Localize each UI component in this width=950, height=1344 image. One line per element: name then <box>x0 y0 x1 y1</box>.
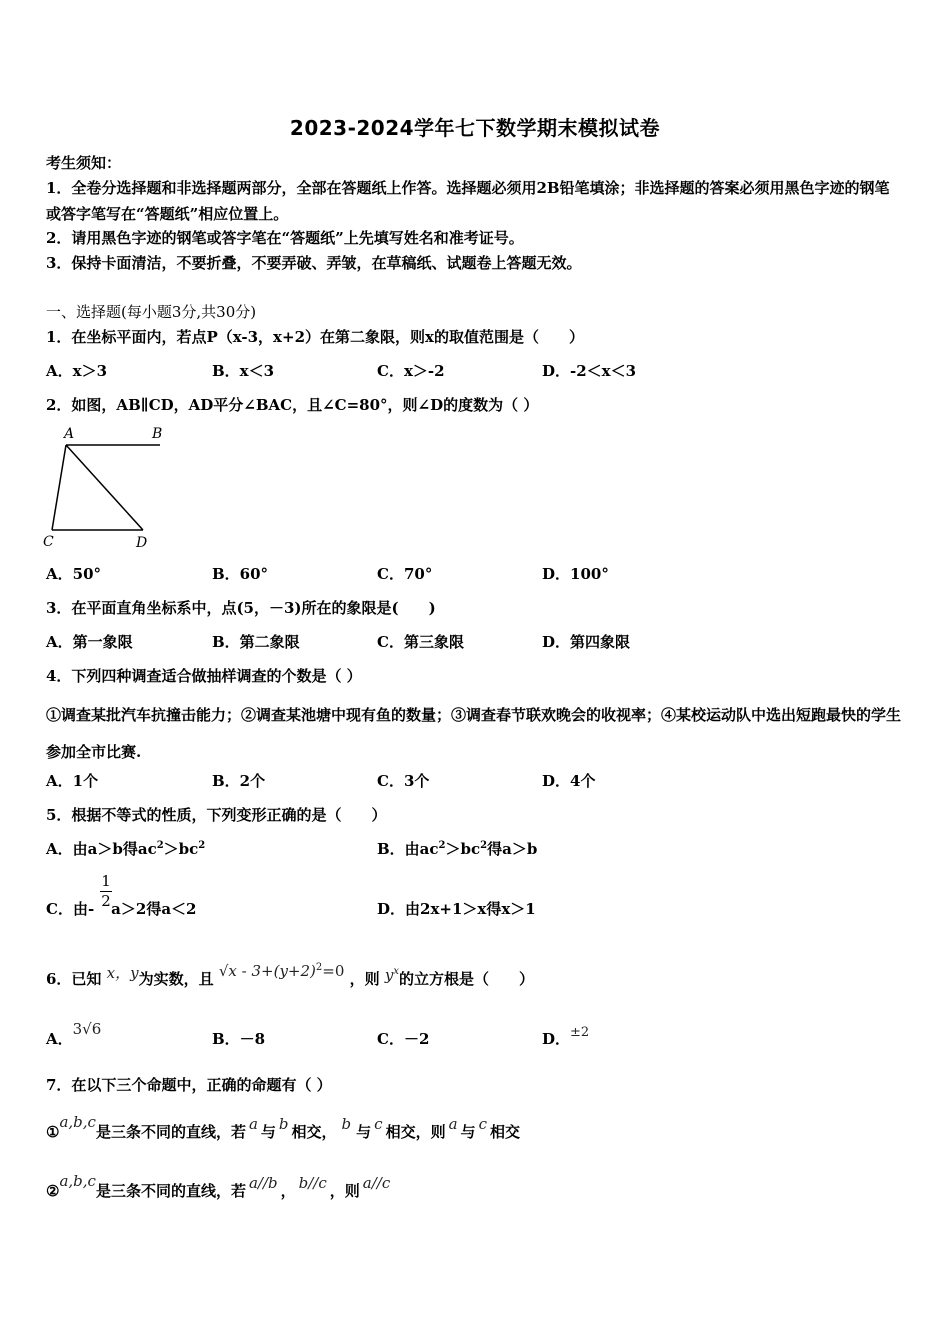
question-3-stem: 3．在平面直角坐标系中，点(5，－3)所在的象限是( ) <box>46 599 436 617</box>
q7-proposition-1 <box>46 1113 520 1142</box>
q1-option-a: A．x＞3 <box>46 362 108 380</box>
q6-option-c: C．－2 <box>377 1030 430 1048</box>
label-c: C <box>43 534 54 550</box>
section-heading: 一、选择题(每小题3分,共30分) <box>46 303 257 321</box>
q7-p1-text-e: 相交，则 <box>385 1123 446 1141</box>
q6-vars: x，y <box>106 964 139 982</box>
q7-proposition-2 <box>46 1172 393 1201</box>
q7-p1-text-c: 相交， <box>291 1123 337 1141</box>
q4-option-a: A．1个 <box>46 772 99 790</box>
q1-option-b: B．x＜3 <box>212 362 275 380</box>
q6-d-label: D． <box>542 1030 571 1048</box>
q6-power-exp: x <box>393 966 399 977</box>
q6-option-b: B．－8 <box>212 1030 266 1048</box>
q7-p1-text-d: 与 <box>356 1123 372 1141</box>
q7-p1-text-a: 是三条不同的直线，若 <box>95 1123 246 1141</box>
q6-stem-mid: 为实数，且 <box>138 970 214 988</box>
q4-option-c: C．3个 <box>377 772 430 790</box>
q6-stem-post: 的立方根是（ ） <box>399 970 535 988</box>
q5-b-exp1: 2 <box>438 840 446 851</box>
q7-p1-text-g: 相交 <box>489 1123 520 1141</box>
q2-figure <box>40 425 180 555</box>
q5-option-b <box>377 838 537 859</box>
notice-heading: 考生须知： <box>46 154 122 172</box>
q7-p2-separator: ， <box>280 1182 296 1200</box>
q4-option-d: D．4个 <box>542 772 596 790</box>
q6-option-d <box>542 1025 590 1049</box>
q6-eq-sqrt: √x - 3 <box>218 962 262 980</box>
q5-option-c <box>46 898 197 919</box>
q5-c-part2: a＞2得a＜2 <box>111 900 197 918</box>
question-7-stem: 7．在以下三个命题中，正确的命题有（ ） <box>46 1076 332 1094</box>
q5-b-part3: 得a＞b <box>487 840 538 858</box>
label-b: B <box>152 426 163 442</box>
label-d: D <box>136 535 148 551</box>
q7-p1-number: ① <box>46 1123 60 1141</box>
q7-p2-text-b: ，则 <box>329 1182 360 1200</box>
segment-ac <box>52 445 66 530</box>
q2-option-c: C．70° <box>377 565 433 583</box>
q7-p2-text-a: 是三条不同的直线，若 <box>95 1182 246 1200</box>
q7-p1-var-4: c <box>374 1115 383 1133</box>
q7-p1-var-2: b <box>278 1115 289 1133</box>
q7-p1-text-b: 与 <box>260 1123 276 1141</box>
q5-a-exp2: 2 <box>198 840 206 851</box>
q6-power-base: y <box>384 966 394 984</box>
q6-a-value: 3√6 <box>72 1020 102 1038</box>
page-title: 2023-2024学年七下数学期末模拟试卷 <box>289 116 661 140</box>
question-4-body: ①调查某批汽车抗撞击能力；②调查某池塘中现有鱼的数量；③调查春节联欢晚会的收视率；④某校运动队中选出短跑最快的学生参加全市比赛. <box>46 706 902 761</box>
q6-eq-end: =0 <box>322 962 345 980</box>
q5-b-part1: B．由ac <box>377 840 439 858</box>
label-a: A <box>64 426 75 442</box>
q6-a-label: A． <box>46 1030 73 1048</box>
q5-c-part1: C．由- <box>46 900 95 918</box>
notice-item-2: 2．请用黑色字迹的钢笔或答字笔在“答题纸”上先填写姓名和准考证号。 <box>46 229 524 247</box>
q7-p1-var-3: b <box>341 1115 352 1133</box>
q6-stem-pre: 6．已知 <box>46 970 102 988</box>
q7-p2-relation-3: a//c <box>362 1174 391 1192</box>
q6-d-value: ±2 <box>570 1025 590 1040</box>
q7-p2-relation-1: a//b <box>248 1174 278 1192</box>
q5-option-d: D．由2x+1＞x得x＞1 <box>377 900 536 918</box>
q7-p2-number: ② <box>46 1182 60 1200</box>
q3-option-a: A．第一象限 <box>46 633 133 651</box>
q7-p2-relation-2: b//c <box>298 1174 327 1192</box>
q7-p1-var-6: c <box>478 1115 487 1133</box>
q1-option-c: C．x＞-2 <box>377 362 445 380</box>
q5-option-a <box>46 838 205 859</box>
q6-eq-rest: +(y+2) <box>261 962 316 980</box>
question-4-stem: 4．下列四种调查适合做抽样调查的个数是（ ） <box>46 667 362 685</box>
q5-frac-num: 1 <box>101 872 111 890</box>
q6-stem-mid2: ，则 <box>349 970 380 988</box>
q5-a-part1: A．由a＞b得ac <box>46 840 157 858</box>
notice-item-3: 3．保持卡面清洁，不要折叠，不要弄破、弄皱，在草稿纸、试题卷上答题无效。 <box>46 254 582 272</box>
q7-p2-vars: a,b,c <box>59 1172 96 1190</box>
question-2-stem: 2．如图，AB∥CD，AD平分∠BAC，且∠C=80°，则∠D的度数为（ ） <box>46 396 539 414</box>
q5-b-exp2: 2 <box>480 840 488 851</box>
q5-frac-den: 2 <box>101 892 111 910</box>
q7-p1-var-5: a <box>448 1115 458 1133</box>
q6-equation <box>219 962 345 980</box>
q7-p1-text-f: 与 <box>460 1123 476 1141</box>
q2-option-d: D．100° <box>542 565 609 583</box>
q5-a-part2: ＞bc <box>163 840 199 858</box>
q4-option-b: B．2个 <box>212 772 266 790</box>
q5-b-part2: ＞bc <box>445 840 481 858</box>
q7-p1-vars: a,b,c <box>59 1113 96 1131</box>
q2-option-b: B．60° <box>212 565 269 583</box>
question-6-stem <box>46 962 535 989</box>
question-1-stem: 1．在坐标平面内，若点P（x-3，x+2）在第二象限，则x的取值范围是（ ） <box>46 328 584 346</box>
question-5-stem: 5．根据不等式的性质，下列变形正确的是（ ） <box>46 806 387 824</box>
q6-option-a <box>46 1020 102 1049</box>
q5-a-exp1: 2 <box>156 840 164 851</box>
segment-ad <box>66 445 143 530</box>
q1-option-d: D．-2＜x＜3 <box>542 362 637 380</box>
q3-option-c: C．第三象限 <box>377 633 464 651</box>
q3-option-b: B．第二象限 <box>212 633 300 651</box>
q6-eq-exp: 2 <box>315 962 323 973</box>
q3-option-d: D．第四象限 <box>542 633 631 651</box>
notice-item-1: 1．全卷分选择题和非选择题两部分，全部在答题纸上作答。选择题必须用2B铅笔填涂；非选择题的答案必须用黑色字迹的钢笔或答字笔写在“答题纸”相应位置上。 <box>46 179 890 223</box>
q2-option-a: A．50° <box>46 565 102 583</box>
q7-p1-var-1: a <box>248 1115 258 1133</box>
